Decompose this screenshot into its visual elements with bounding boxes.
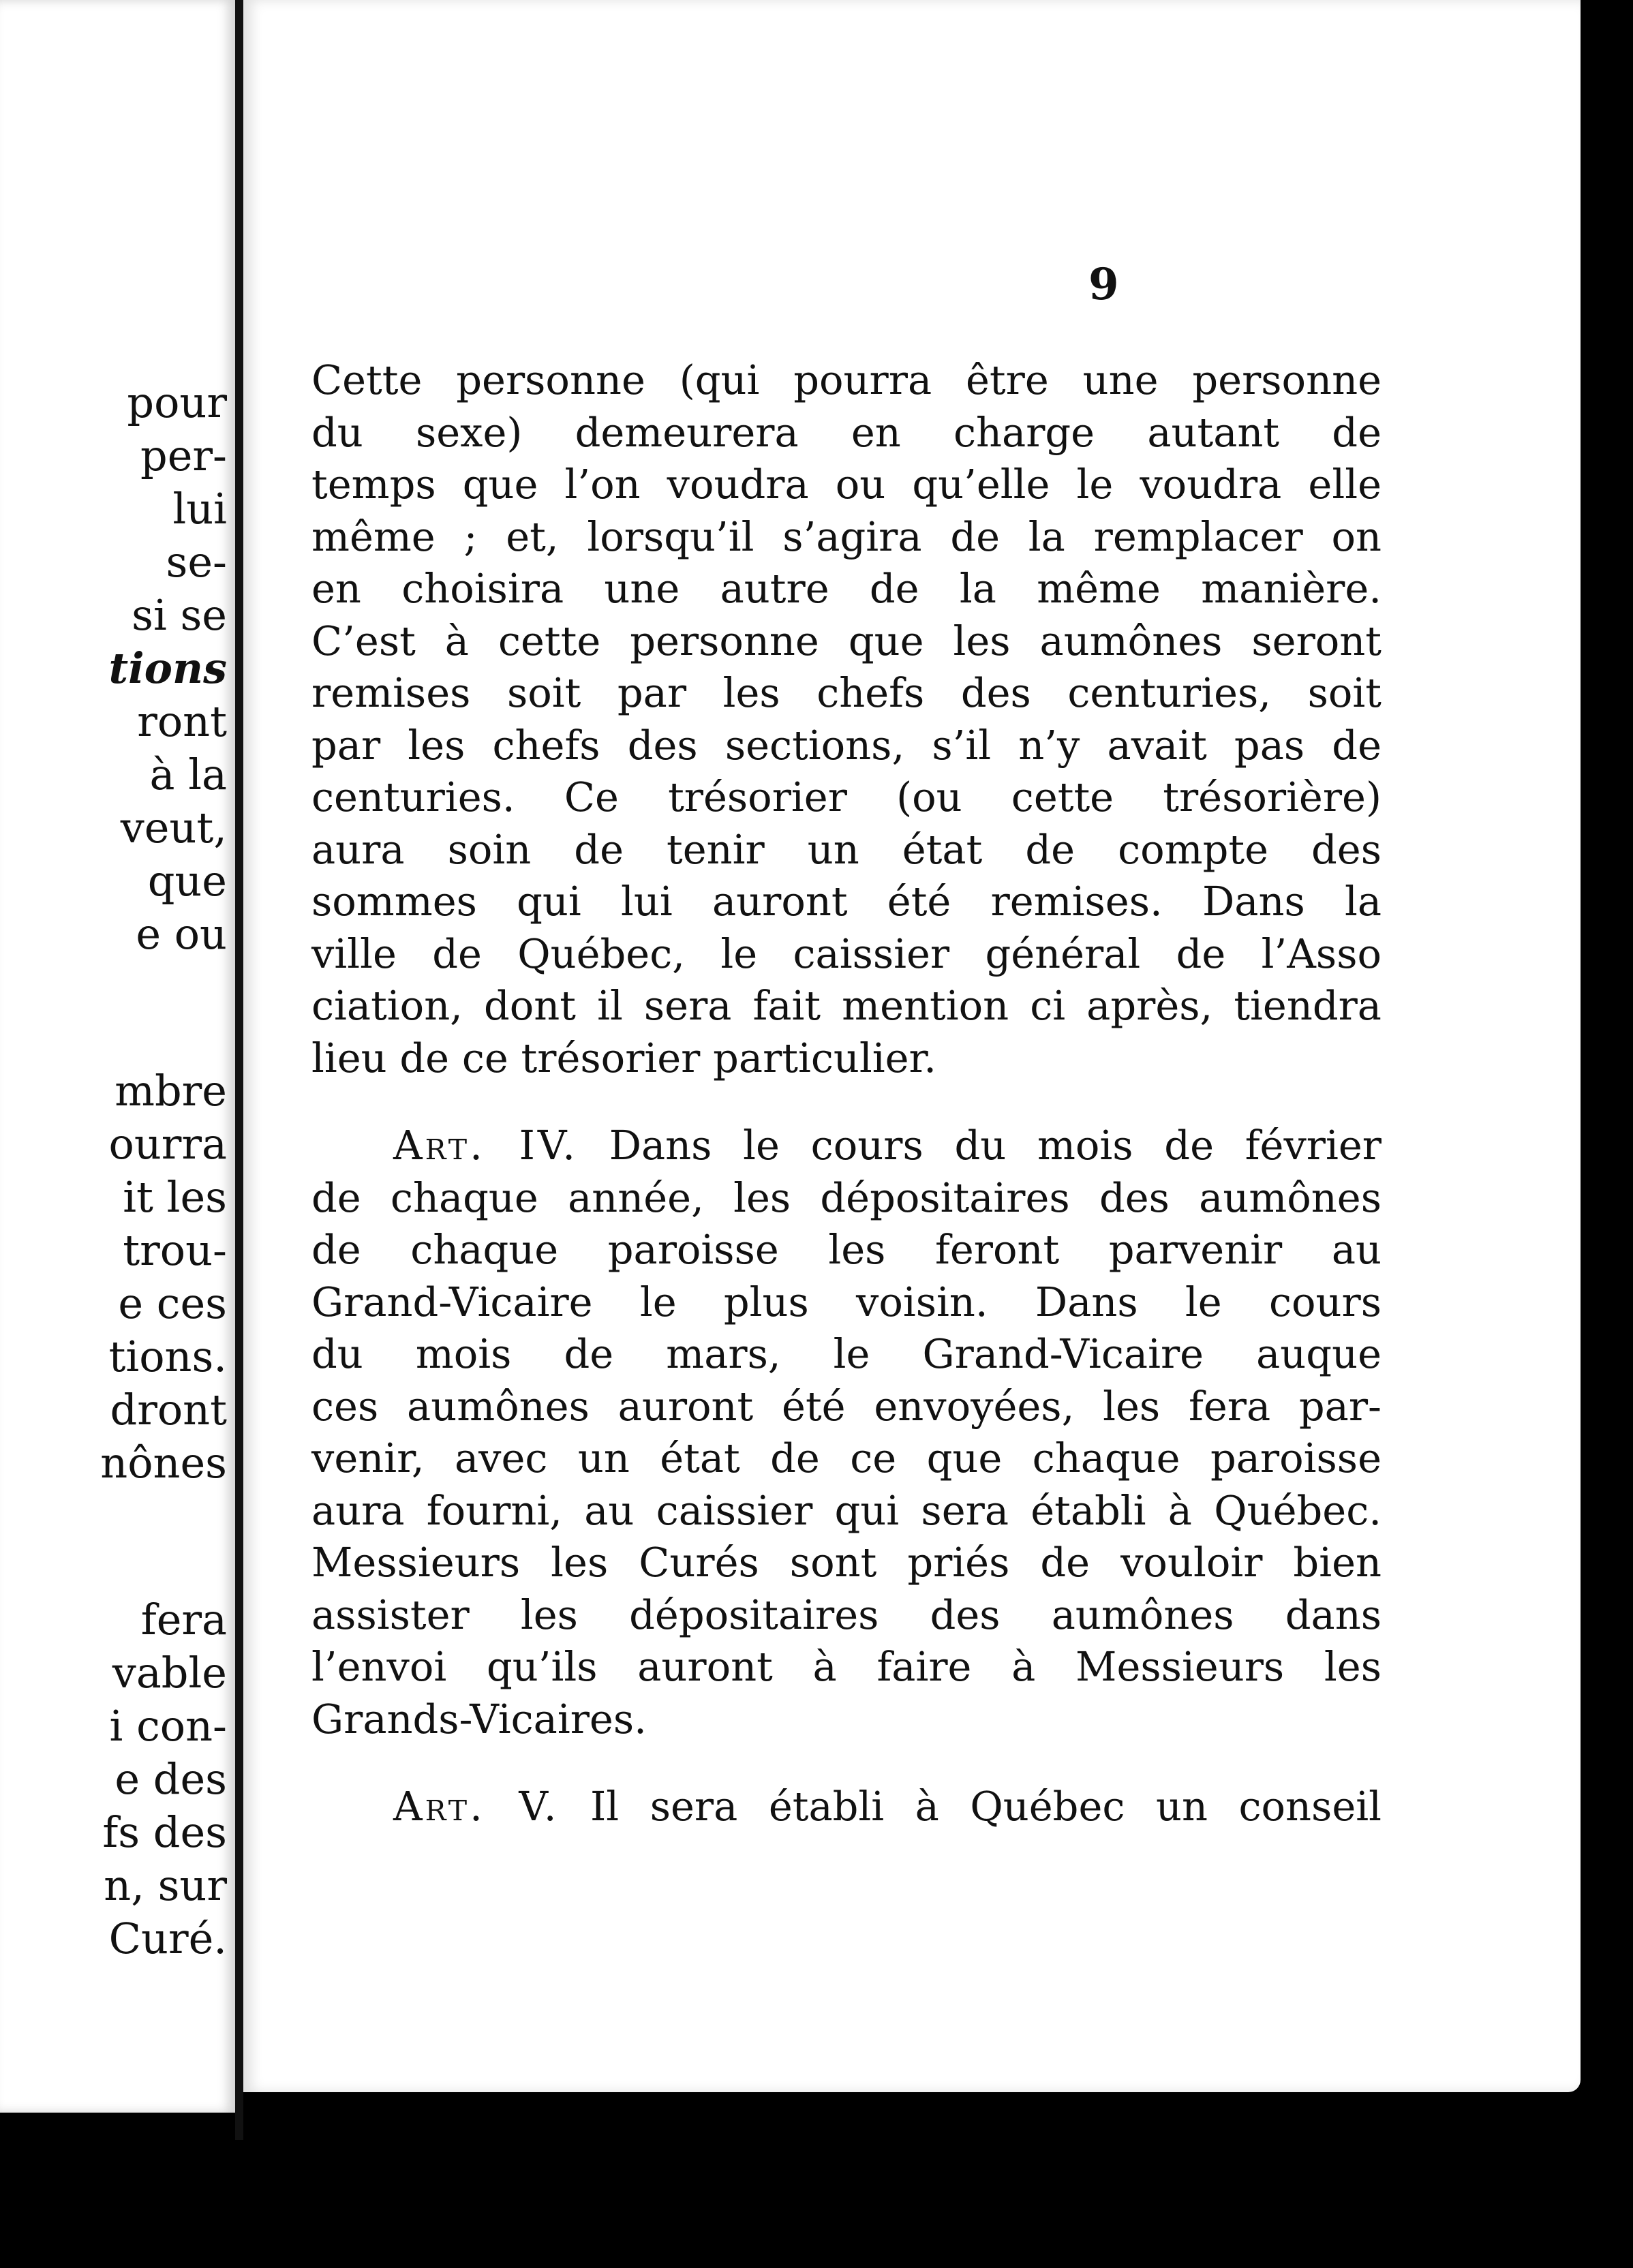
article-text: Dans le cours du mois de février <box>609 1122 1382 1169</box>
text-line <box>311 1120 1382 1172</box>
text-line: en choisira une autre de la même manière. <box>311 565 1382 612</box>
text-line: par les chefs des sections, s’il n’y avait pas de <box>311 721 1382 769</box>
text-line: centuries. Ce trésorier (ou cette trésorière) <box>311 773 1382 821</box>
text-line: aura soin de tenir un état de compte des <box>311 825 1382 873</box>
facing-page-line: à la <box>149 750 227 799</box>
text-line: remises soit par les chefs des centuries, soit <box>311 669 1382 716</box>
facing-page-line: mbre <box>115 1066 227 1116</box>
text-line <box>311 1781 1382 1833</box>
article-label: Art. IV. <box>393 1122 578 1169</box>
facing-page-line: fs des <box>102 1807 227 1857</box>
facing-page-line: pour <box>127 378 227 427</box>
facing-page-line: per- <box>140 431 227 480</box>
text-line: assister les dépositaires des aumônes dans <box>311 1591 1382 1638</box>
text-line: temps que l’on voudra ou qu’elle le voudra elle <box>311 461 1382 508</box>
text-line: ville de Québec, le caissier général de l’Asso <box>311 930 1382 977</box>
text-line: sommes qui lui auront été remises. Dans la <box>311 878 1382 925</box>
facing-page-line: si se <box>132 590 227 640</box>
page-number: 9 <box>1088 259 1119 310</box>
facing-page-line: tions <box>108 643 227 693</box>
page-body <box>311 354 1382 1833</box>
article-iv <box>311 1120 1382 1745</box>
facing-page-line: it les <box>123 1172 227 1222</box>
facing-page-line: i con- <box>109 1701 227 1751</box>
text-line: l’envoi qu’ils auront à faire à Messieurs les <box>311 1643 1382 1690</box>
text-line: venir, avec un état de ce que chaque paroisse <box>311 1435 1382 1482</box>
article-text: Il sera établi à Québec un conseil <box>590 1783 1382 1830</box>
text-line: de chaque année, les dépositaires des aumônes <box>311 1174 1382 1221</box>
facing-page-line: nônes <box>100 1438 227 1488</box>
book-gutter <box>235 0 243 2140</box>
text-line: ces aumônes auront été envoyées, les fera par- <box>311 1382 1382 1430</box>
text-line: aura fourni, au caissier qui sera établi à Québec. <box>311 1486 1382 1534</box>
text-line: Cette personne (qui pourra être une personne <box>311 356 1382 403</box>
text-line: de chaque paroisse les feront parvenir au <box>311 1226 1382 1273</box>
facing-page-line: n, sur <box>104 1860 227 1910</box>
facing-page-line: tions. <box>108 1332 227 1381</box>
facing-page-line: e des <box>115 1754 227 1804</box>
facing-page-line: dront <box>110 1385 227 1435</box>
text-line: ciation, dont il sera fait mention ci après, tiendra <box>311 982 1382 1029</box>
facing-page-line: fera <box>140 1595 227 1644</box>
paragraph-trésorier <box>311 354 1382 1084</box>
text-line: Grand-Vicaire le plus voisin. Dans le cours <box>311 1278 1382 1325</box>
text-line: Messieurs les Curés sont priés de vouloir bien <box>311 1539 1382 1586</box>
facing-page-line: e ou <box>136 909 227 959</box>
facing-page-line: trou- <box>123 1225 227 1275</box>
text-line: lieu de ce trésorier particulier. <box>311 1034 937 1082</box>
facing-page-line: ourra <box>108 1119 227 1169</box>
text-line: C’est à cette personne que les aumônes seront <box>311 617 1382 664</box>
facing-page-line: Curé. <box>108 1914 227 1963</box>
facing-page-line: se- <box>166 537 227 587</box>
facing-page-line: veut, <box>120 803 227 853</box>
text-line: Grands-Vicaires. <box>311 1695 647 1743</box>
text-line: même ; et, lorsqu’il s’agira de la remplacer on <box>311 512 1382 560</box>
facing-page-line: que <box>147 856 227 906</box>
facing-page-line: lui <box>172 484 227 534</box>
facing-page-line: e ces <box>118 1278 227 1328</box>
facing-page-left <box>0 0 235 2113</box>
text-line: du mois de mars, le Grand-Vicaire auque <box>311 1330 1382 1377</box>
article-v <box>311 1781 1382 1833</box>
facing-page-line: ront <box>137 696 227 746</box>
article-label: Art. V. <box>393 1783 560 1830</box>
text-line: du sexe) demeurera en charge autant de <box>311 408 1382 456</box>
facing-page-line: vable <box>112 1648 227 1698</box>
